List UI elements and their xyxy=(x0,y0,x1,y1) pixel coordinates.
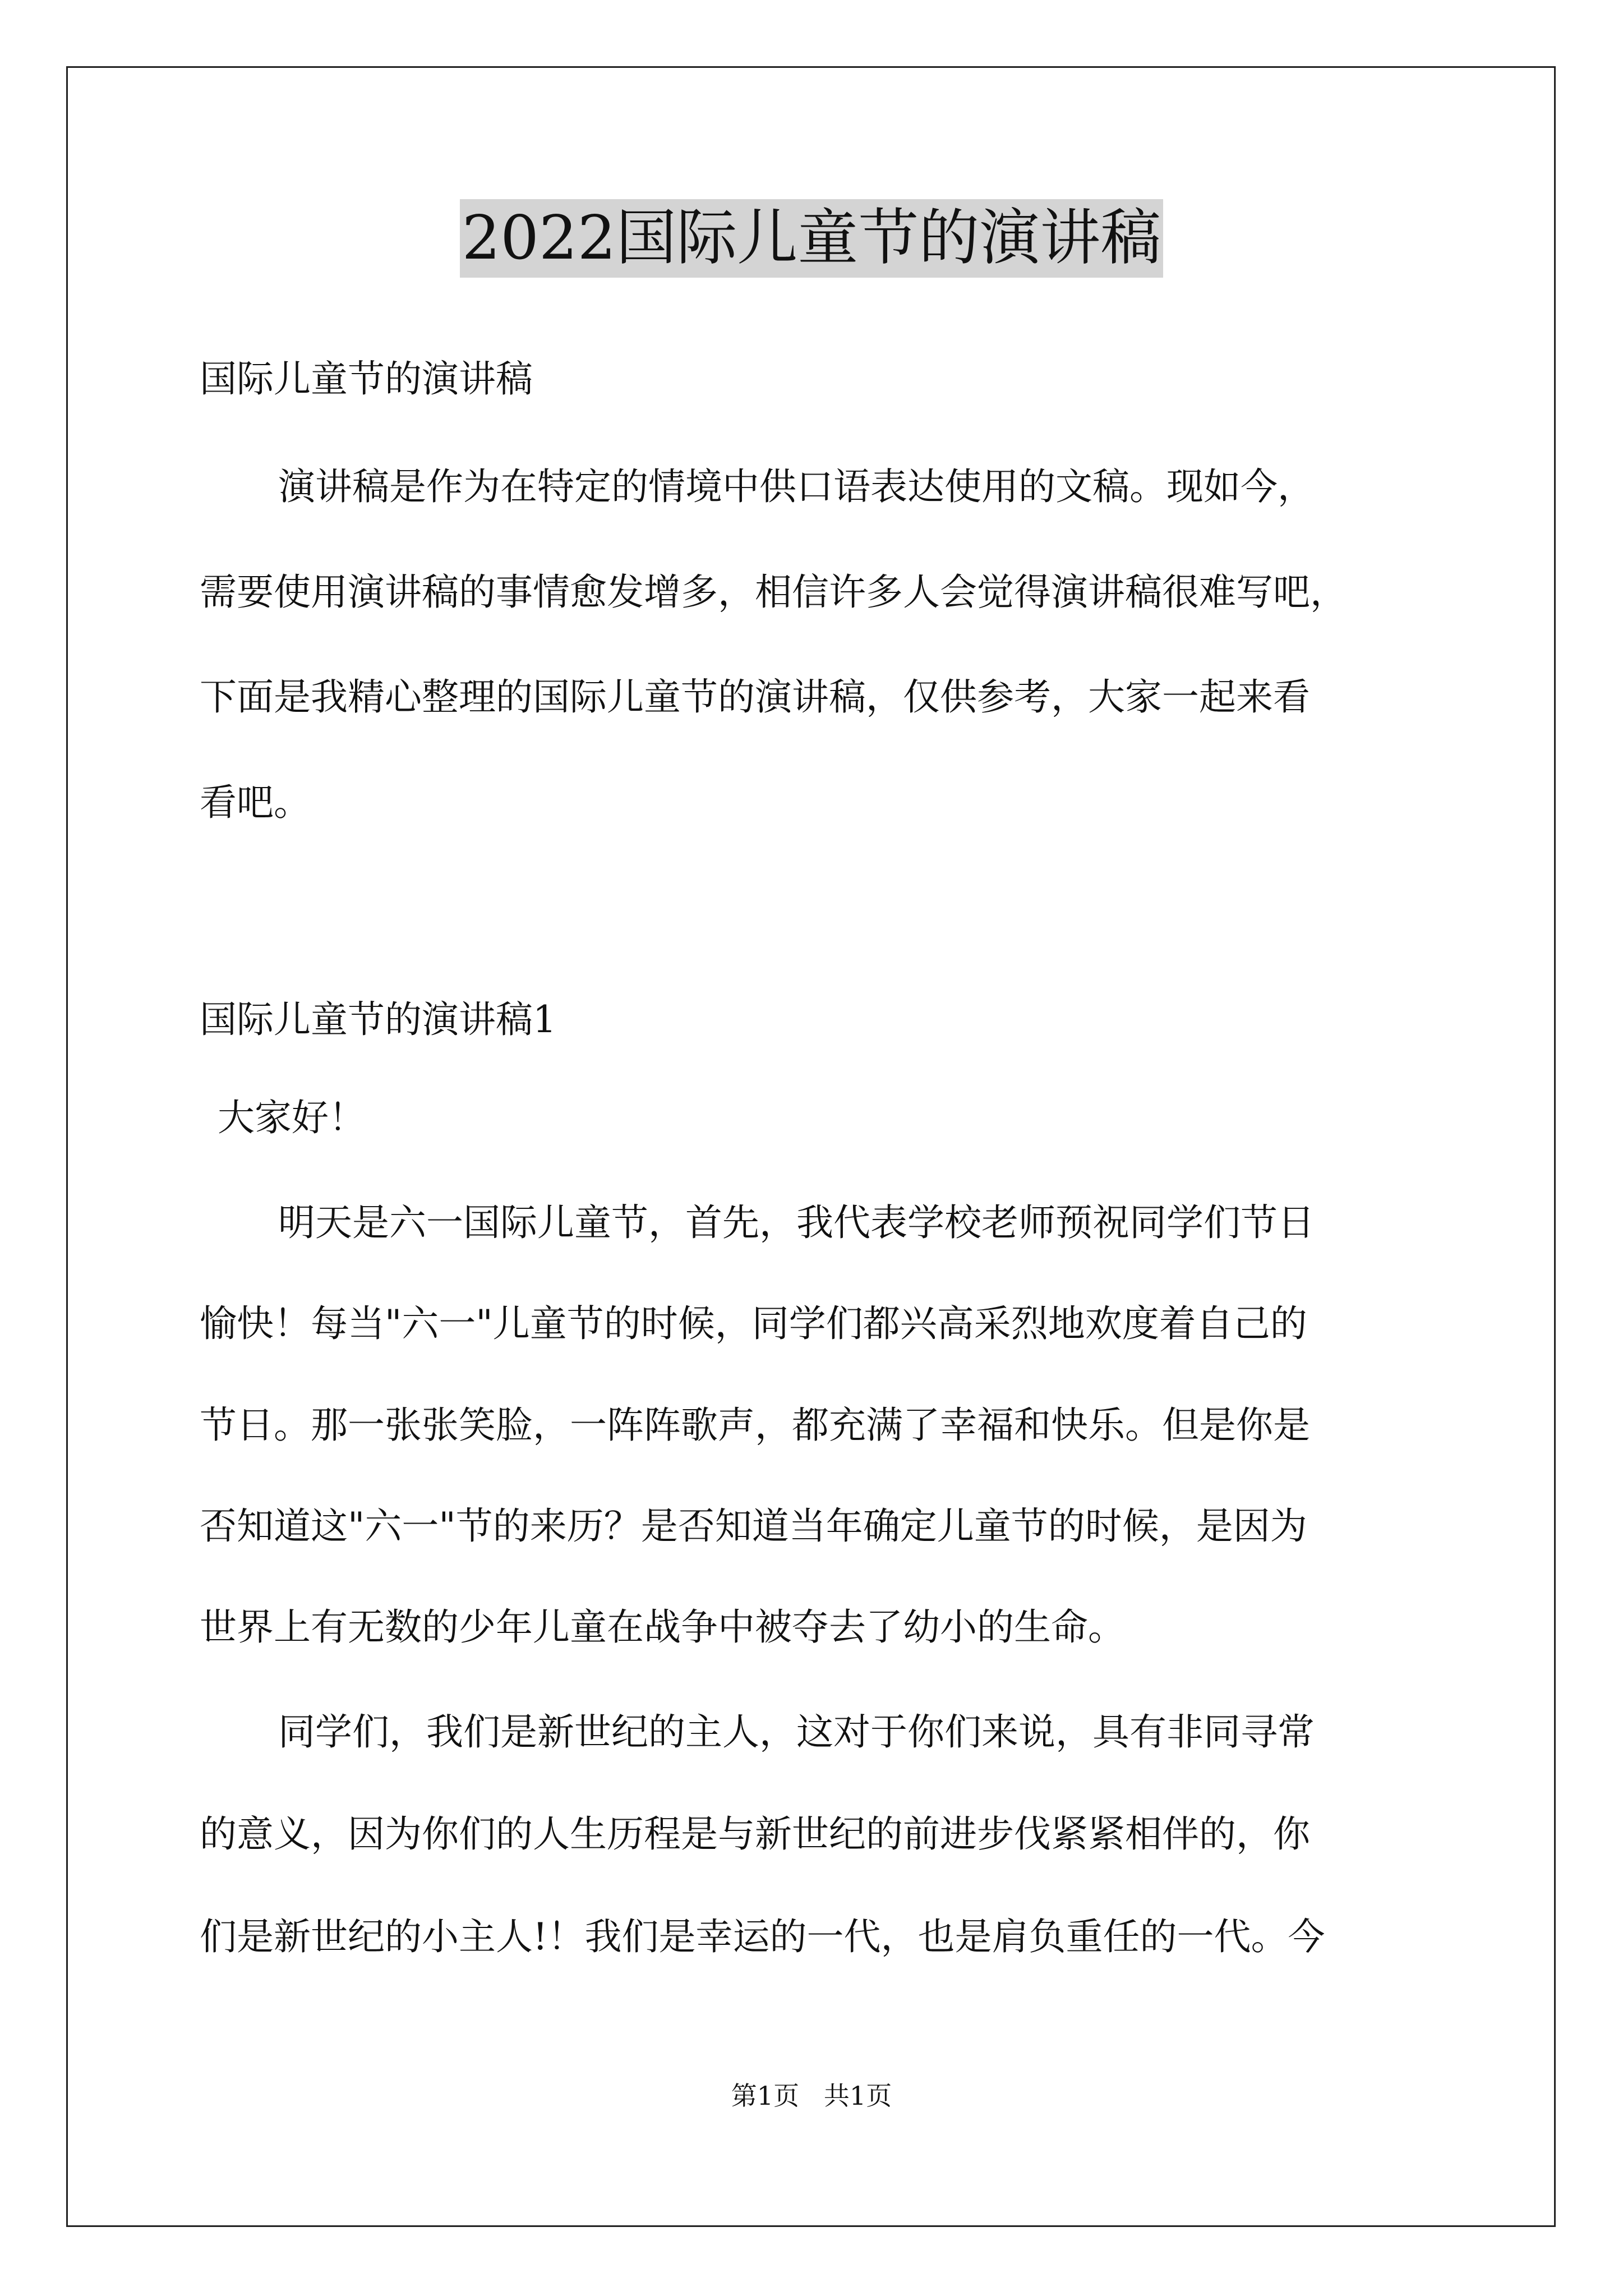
intro-line-1: 演讲稿是作为在特定的情境中供口语表达使用的文稿。现如今， xyxy=(278,465,1315,508)
para2-line-2: 的意义，因为你们的人生历程是与新世纪的前进步伐紧紧相伴的，你 xyxy=(200,1812,1310,1856)
document-subtitle: 国际儿童节的演讲稿 xyxy=(200,357,533,401)
para1-line-4: 否知道这"六一"节的来历？是否知道当年确定儿童节的时候，是因为 xyxy=(200,1504,1307,1548)
document-title: 2022国际儿童节的演讲稿 xyxy=(460,199,1164,278)
intro-line-3: 下面是我精心整理的国际儿童节的演讲稿，仅供参考，大家一起来看 xyxy=(200,675,1310,719)
para1-line-2: 愉快！每当"六一"儿童节的时候，同学们都兴高采烈地欢度着自己的 xyxy=(200,1302,1307,1345)
title-container xyxy=(0,199,1623,278)
para1-line-5: 世界上有无数的少年儿童在战争中被夺去了幼小的生命。 xyxy=(200,1605,1125,1649)
para1-line-3: 节日。那一张张笑脸，一阵阵歌声，都充满了幸福和快乐。但是你是 xyxy=(200,1404,1310,1447)
para2-line-1: 同学们，我们是新世纪的主人，这对于你们来说，具有非同寻常 xyxy=(278,1710,1315,1754)
para1-line-1: 明天是六一国际儿童节，首先，我代表学校老师预祝同学们节日 xyxy=(278,1201,1315,1244)
para2-line-3: 们是新世纪的小主人!！我们是幸运的一代，也是肩负重任的一代。今 xyxy=(200,1915,1325,1958)
section-heading: 国际儿童节的演讲稿1 xyxy=(200,998,556,1041)
intro-line-4: 看吧。 xyxy=(200,781,311,824)
page-footer: 第1页 共1页 xyxy=(731,2081,892,2111)
intro-line-2: 需要使用演讲稿的事情愈发增多，相信许多人会觉得演讲稿很难写吧， xyxy=(200,570,1347,614)
greeting-line: 大家好！ xyxy=(218,1096,366,1139)
